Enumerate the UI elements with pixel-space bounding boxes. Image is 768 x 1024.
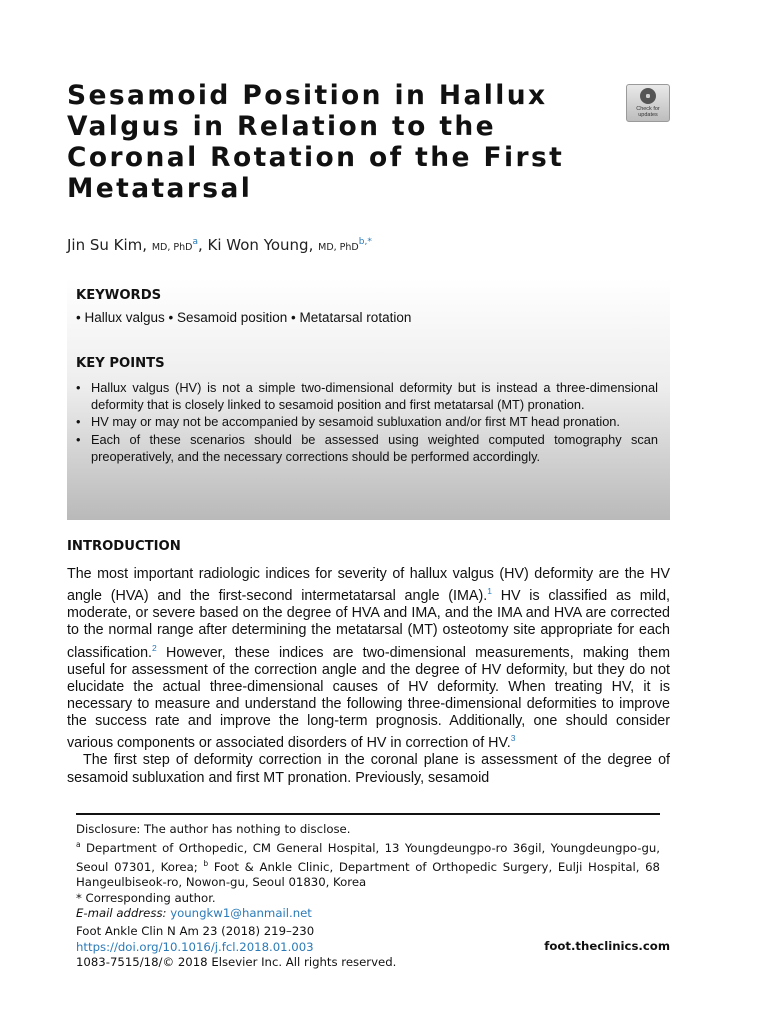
article-title [67,80,607,204]
citation: Foot Ankle Clin N Am 23 (2018) 219–230 [76,924,315,938]
paragraph: The first step of deformity correction in the coronal plane is assessment of the degree of sesamoid subluxation and first MT pronation. Previously, sesamoid [67,752,670,786]
email-label: E-mail address: [76,905,167,920]
affiliation-mark: b [203,859,209,869]
keywords-list: • Hallux valgus • Sesamoid position • Metatarsal rotation [76,310,412,325]
affiliation-marker[interactable]: a [192,237,198,247]
title-line: Valgus in Relation to the [67,111,497,142]
key-point-item: • Hallux valgus (HV) is not a simple two-dimensional deformity but is instead a three-dimensional deformity that is closely linked to sesamoid position and first metatarsal (MT) pronation. [76,380,658,413]
email-link[interactable]: youngkw1@hanmail.net [170,905,312,920]
paragraph-text: HV is classified as mild, moderate, or severe based on the degree of HVA and IMA, and the IMA and HVA are corrected to the normal range after determining the metatarsal (MT) osteotomy site appropriate for each classification. [67,587,670,661]
title-line: Coronal Rotation of the First [67,142,565,173]
keywords-keypoints-box [67,278,670,520]
badge-label: Check for updates [636,106,660,118]
author-name: Ki Won Young, [207,236,314,254]
keywords-heading: KEYWORDS [76,288,162,303]
author-separator: , [197,236,208,254]
title-line: Sesamoid Position in Hallux [67,80,548,111]
paragraph-text: The most important radiologic indices for severity of hallux valgus (HV) deformity are the HV angle (HVA) and the first-second intermetatarsal angle (IMA). [67,566,670,604]
doi-link[interactable]: https://doi.org/10.1016/j.fcl.2018.01.003 [76,939,314,954]
affiliations [76,837,660,890]
journal-site[interactable]: foot.theclinics.com [544,939,670,953]
paragraph-text: However, these indices are two-dimensional measurements, making them useful for assessment of the correction angle and the degree of HV deformity, but they do not elucidate the actual three-dimensional causes of HV deformity. When treating HV, it is necessary to measure and understand the following three-dimensional deformities to improve the success rate and improve the long-term prognosis. Additionally, one should consider various components or associated disorders of HV in correction of HV. [67,644,670,752]
introduction-heading: INTRODUCTION [67,539,181,554]
copyright: 1083-7515/18/© 2018 Elsevier Inc. All rights reserved. [76,955,397,970]
email-line [76,906,660,921]
affiliation-text: Foot & Ankle Clinic, Department of Orthopedic Surgery, Eulji Hospital, 68 Hangeulbiseok-ro, Nowon-gu, Seoul 01830, Korea [76,860,660,890]
footnotes [76,822,660,921]
author-name: Jin Su Kim, [67,236,148,254]
reference-link[interactable]: 2 [152,642,157,653]
key-points-list [76,380,658,467]
reference-link[interactable]: 3 [510,733,516,744]
affiliation-text: Department of Orthopedic, CM General Hospital, 13 Youngdeungpo-ro 36gil, Youngdeungpo-gu, Seoul 07301, Korea; [76,841,660,875]
reference-link[interactable]: 1 [487,586,492,597]
paragraph [67,566,670,752]
disclosure: Disclosure: The author has nothing to disclose. [76,822,351,836]
author-degree: MD, PhD [151,242,193,253]
journal-info [76,924,396,971]
author-degree: MD, PhD [318,242,359,253]
affiliation-marker[interactable]: b,* [358,237,372,247]
footnote-divider [76,813,660,815]
corresponding-author: * Corresponding author. [76,890,216,905]
affiliation-mark: a [76,840,81,850]
key-point-item: • Each of these scenarios should be assessed using weighted computed tomography scan preoperatively, and the necessary corrections should be performed accordingly. [76,432,658,465]
check-for-updates-badge[interactable] [626,84,670,122]
author-line [67,236,372,254]
key-point-item: • HV may or may not be accompanied by sesamoid subluxation and/or first MT head pronation. [76,414,658,431]
title-line: Metatarsal [67,173,253,204]
update-check-icon [640,88,656,104]
introduction-body [67,566,670,787]
key-points-heading: KEY POINTS [76,356,165,371]
